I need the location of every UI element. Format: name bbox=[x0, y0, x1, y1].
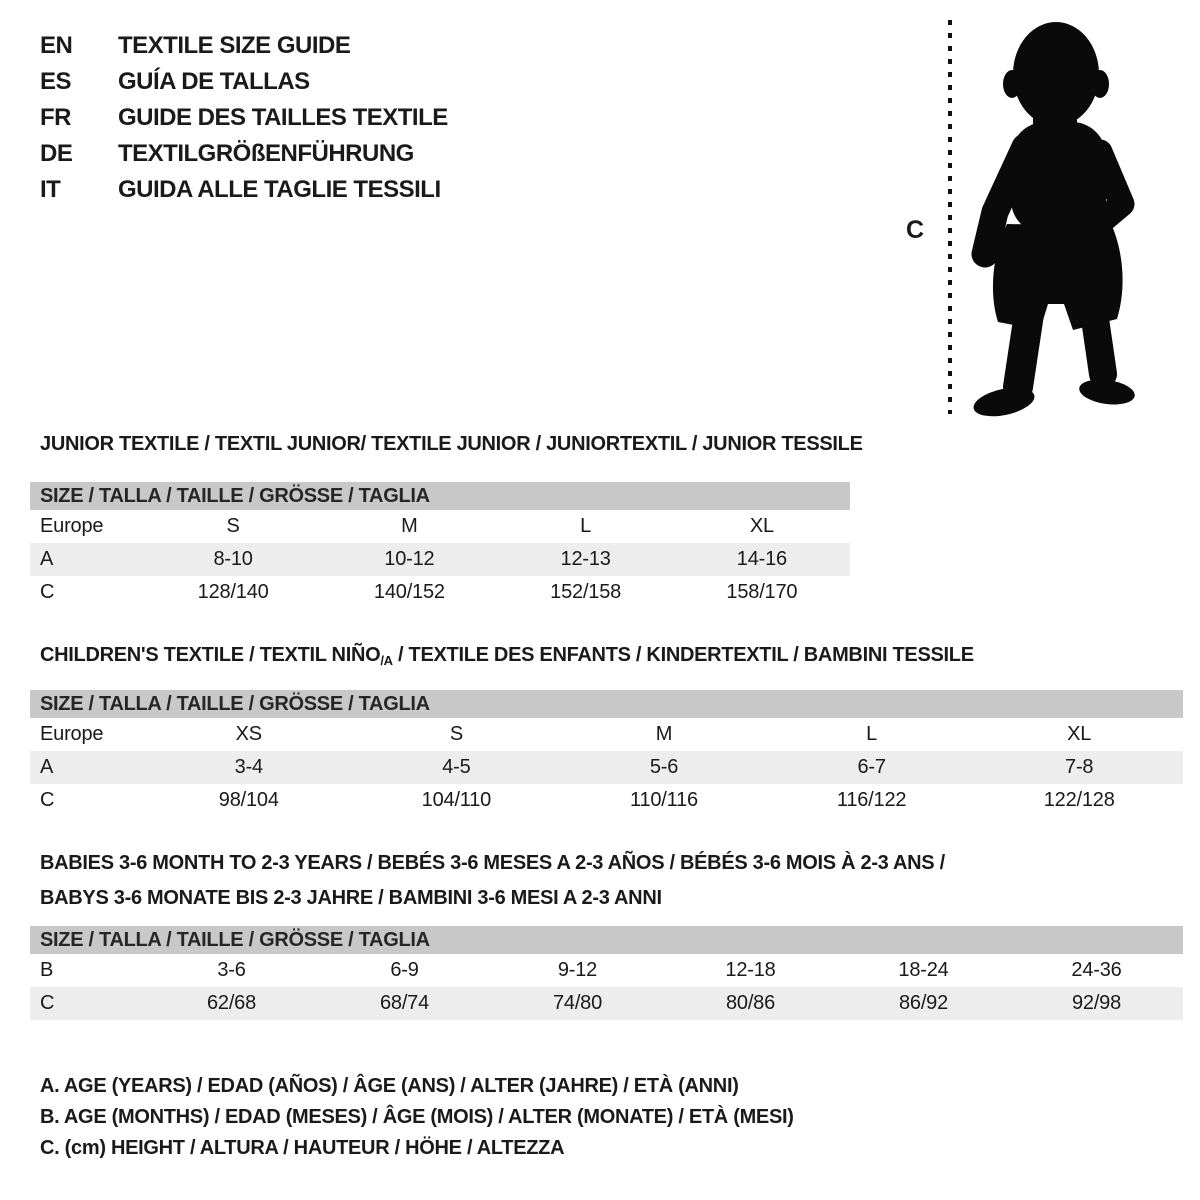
cell-height: 116/122 bbox=[836, 789, 907, 811]
cell-size: XS bbox=[235, 723, 262, 745]
cell-height: 140/152 bbox=[373, 581, 445, 603]
row-label: C bbox=[40, 581, 55, 603]
row-label: A bbox=[40, 548, 54, 570]
cell-height: 98/104 bbox=[218, 789, 279, 811]
cell-months: 6-9 bbox=[390, 959, 419, 981]
cell-age: 8-10 bbox=[213, 548, 253, 570]
size-header-bar: SIZE / TALLA / TAILLE / GRÖSSE / TAGLIA bbox=[30, 482, 850, 510]
table-row-height bbox=[30, 987, 1183, 1020]
legend-line-b: B. AGE (MONTHS) / EDAD (MESES) / ÂGE (MOIS) / ALTER (MONATE) / ETÀ (MESI) bbox=[40, 1106, 794, 1128]
language-code: EN bbox=[40, 32, 73, 59]
cell-age: 14-16 bbox=[736, 548, 787, 570]
guide-title-de: TEXTILGRÖßENFÜHRUNG bbox=[118, 140, 414, 167]
children-title-part: / TEXTILE DES ENFANTS / KINDERTEXTIL / BAMBINI TESSILE bbox=[392, 644, 974, 666]
cell-size: S bbox=[449, 723, 463, 745]
cell-height: 128/140 bbox=[197, 581, 269, 603]
table-row-europe bbox=[30, 510, 850, 543]
cell-months: 3-6 bbox=[217, 959, 246, 981]
cell-size: L bbox=[580, 515, 592, 537]
cell-age: 7-8 bbox=[1065, 756, 1094, 778]
cell-size: M bbox=[655, 723, 673, 745]
cell-age: 12-13 bbox=[560, 548, 611, 570]
table-row-months bbox=[30, 954, 1183, 987]
toddler-figure bbox=[900, 12, 1160, 424]
cell-age: 6-7 bbox=[857, 756, 886, 778]
table-row-age bbox=[30, 751, 1183, 784]
cell-age: 10-12 bbox=[384, 548, 435, 570]
cell-height: 122/128 bbox=[1043, 789, 1115, 811]
table-row-europe bbox=[30, 718, 1183, 751]
junior-size-table bbox=[30, 482, 850, 609]
cell-months: 18-24 bbox=[898, 959, 949, 981]
babies-title-line-2: BABYS 3-6 MONATE BIS 2-3 JAHRE / BAMBINI 3-6 MESI A 2-3 ANNI bbox=[40, 887, 662, 909]
babies-title-line-1: BABIES 3-6 MONTH TO 2-3 YEARS / BEBÉS 3-6 MESES A 2-3 AÑOS / BÉBÉS 3-6 MOIS À 2-3 ANS / bbox=[40, 852, 945, 874]
cell-height: 158/170 bbox=[726, 581, 798, 603]
children-title-part: CHILDREN'S TEXTILE / TEXTIL NIÑO bbox=[40, 644, 381, 666]
row-label: B bbox=[40, 959, 54, 981]
children-section-title bbox=[40, 644, 974, 668]
cell-months: 9-12 bbox=[557, 959, 598, 981]
language-code: DE bbox=[40, 140, 73, 167]
language-code: ES bbox=[40, 68, 72, 95]
table-row-height bbox=[30, 576, 850, 609]
language-code: IT bbox=[40, 176, 61, 203]
cell-height: 80/86 bbox=[725, 992, 776, 1014]
height-measure-label: C bbox=[906, 216, 925, 244]
babies-size-table bbox=[30, 926, 1183, 1020]
cell-size: XL bbox=[749, 515, 774, 537]
children-size-table bbox=[30, 690, 1183, 817]
language-row-en bbox=[40, 28, 448, 64]
row-label: C bbox=[40, 992, 55, 1014]
size-header-bar: SIZE / TALLA / TAILLE / GRÖSSE / TAGLIA bbox=[30, 690, 1183, 718]
language-title-list bbox=[40, 28, 448, 208]
row-label: Europe bbox=[40, 515, 104, 537]
cell-height: 62/68 bbox=[206, 992, 257, 1014]
row-label: Europe bbox=[40, 723, 104, 745]
cell-height: 152/158 bbox=[550, 581, 622, 603]
row-label: A bbox=[40, 756, 54, 778]
cell-size: S bbox=[226, 515, 240, 537]
guide-title-es: GUÍA DE TALLAS bbox=[118, 68, 310, 95]
cell-months: 12-18 bbox=[725, 959, 776, 981]
guide-title-fr: GUIDE DES TAILLES TEXTILE bbox=[118, 104, 448, 131]
cell-height: 86/92 bbox=[898, 992, 949, 1014]
legend-line-a: A. AGE (YEARS) / EDAD (AÑOS) / ÂGE (ANS) / ALTER (JAHRE) / ETÀ (ANNI) bbox=[40, 1075, 739, 1097]
junior-section-title: JUNIOR TEXTILE / TEXTIL JUNIOR/ TEXTILE JUNIOR / JUNIORTEXTIL / JUNIOR TESSILE bbox=[40, 433, 863, 455]
language-row-fr bbox=[40, 100, 448, 136]
cell-age: 3-4 bbox=[234, 756, 263, 778]
cell-age: 4-5 bbox=[442, 756, 471, 778]
cell-height: 104/110 bbox=[421, 789, 492, 811]
legend-line-c: C. (cm) HEIGHT / ALTURA / HAUTEUR / HÖHE / ALTEZZA bbox=[40, 1137, 565, 1159]
guide-title-it: GUIDA ALLE TAGLIE TESSILI bbox=[118, 176, 441, 203]
cell-size: M bbox=[401, 515, 418, 537]
measure-legend bbox=[40, 1071, 794, 1164]
cell-age: 5-6 bbox=[649, 756, 679, 778]
cell-months: 24-36 bbox=[1071, 959, 1122, 981]
children-title-subscript: /A bbox=[380, 653, 393, 668]
language-row-es bbox=[40, 64, 448, 100]
toddler-silhouette bbox=[971, 22, 1136, 421]
row-label: C bbox=[40, 789, 55, 811]
table-row-height bbox=[30, 784, 1183, 817]
cell-height: 68/74 bbox=[379, 992, 430, 1014]
cell-size: XL bbox=[1067, 723, 1092, 745]
size-header-bar: SIZE / TALLA / TAILLE / GRÖSSE / TAGLIA bbox=[30, 926, 1183, 954]
toddler-silhouette-icon bbox=[900, 12, 1160, 424]
cell-height: 110/116 bbox=[630, 789, 698, 811]
guide-title-en: TEXTILE SIZE GUIDE bbox=[118, 32, 351, 59]
cell-size: L bbox=[866, 723, 878, 745]
babies-section-title bbox=[40, 846, 945, 916]
cell-height: 92/98 bbox=[1071, 992, 1122, 1014]
cell-height: 74/80 bbox=[552, 992, 603, 1014]
language-row-it bbox=[40, 172, 448, 208]
language-code: FR bbox=[40, 104, 71, 131]
language-row-de bbox=[40, 136, 448, 172]
table-row-age bbox=[30, 543, 850, 576]
